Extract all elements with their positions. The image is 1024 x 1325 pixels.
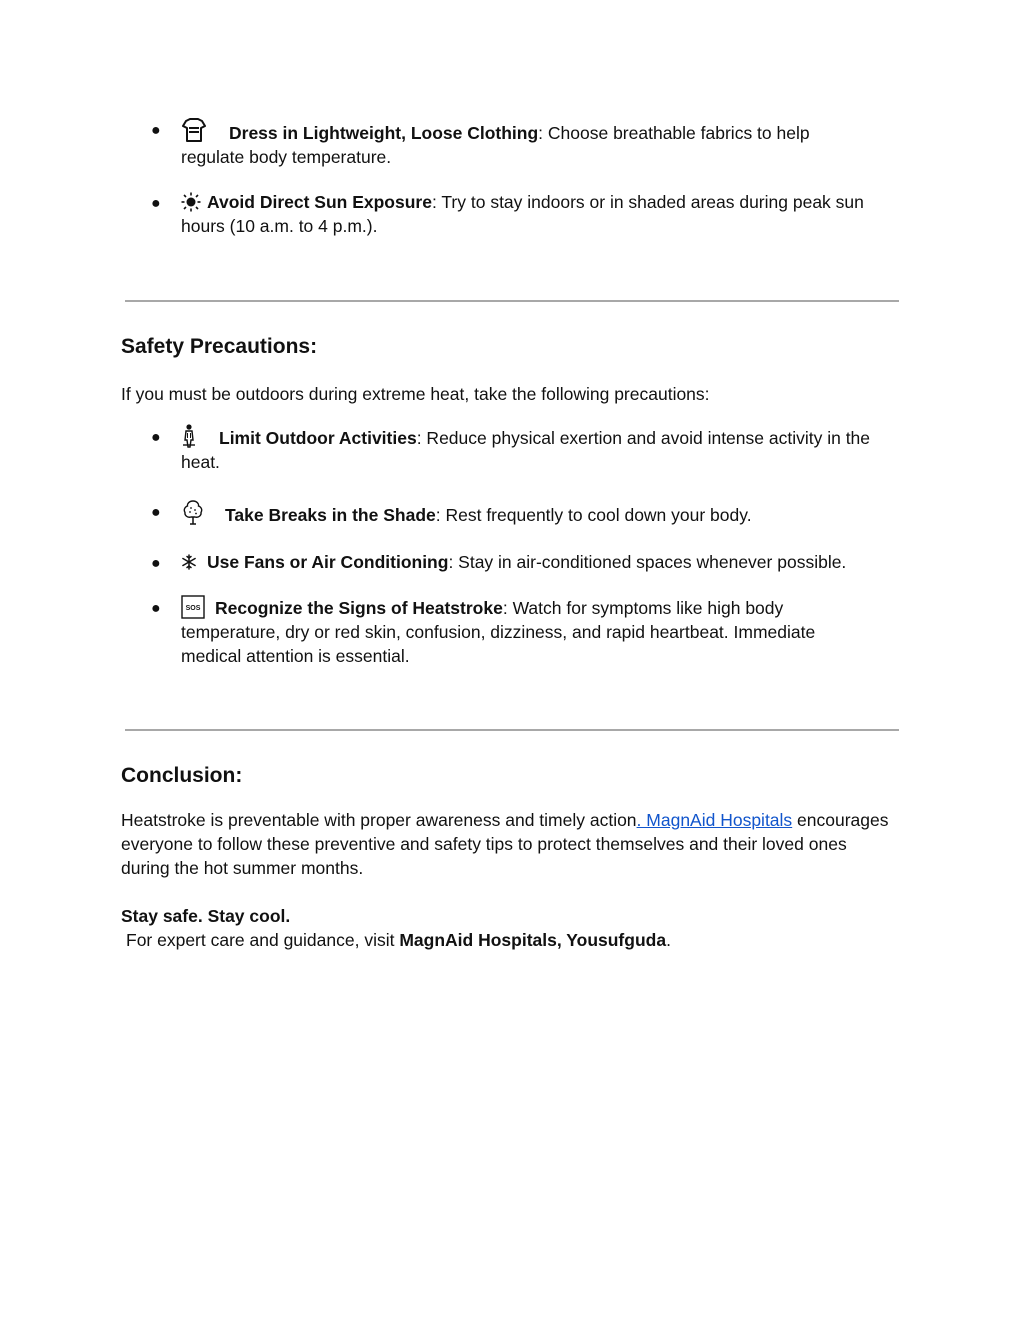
section-divider [125,300,899,302]
list-item [181,424,896,474]
item-title: Limit Outdoor Activities [219,428,417,448]
item-title: Dress in Lightweight, Loose Clothing [229,123,539,143]
hospital-name: MagnAid Hospitals, Yousufguda [399,930,667,950]
bullet: ● [151,122,161,139]
bullet: ● [151,555,161,572]
item-text: : Watch for symptoms like high body temperature, dry or red skin, confusion, dizziness, and rapid heartbeat. Immediate medical attention is essential. [181,598,816,666]
bullet: ● [151,429,161,446]
item-text: : Rest frequently to cool down your body. [435,505,752,525]
tree-icon [181,499,205,525]
bullet: ● [151,504,161,521]
list-item [181,190,901,238]
person-walking-icon [181,424,197,448]
section-heading-conclusion: Conclusion: [121,764,243,787]
conclusion-text: encourages everyone to follow these preventive and safety tips to protect themselves and their loved ones during the hot summer months. [121,810,889,878]
section-heading-safety: Safety Precautions: [121,335,318,358]
list-item [181,499,896,527]
item-text: : Stay in air-conditioned spaces whenever possible. [448,552,847,572]
magnaid-hospitals-link[interactable]: . MagnAid Hospitals [636,810,793,830]
tshirt-icon [181,117,207,143]
tagline: Stay safe. Stay cool. [121,906,291,926]
list-item [181,550,896,574]
visit-prefix: For expert care and guidance, visit [126,930,400,950]
sun-icon [181,192,201,212]
item-text: : Choose breathable fabrics to help regulate body temperature. [181,123,810,167]
item-title: Avoid Direct Sun Exposure [207,192,432,212]
item-title: Recognize the Signs of Heatstroke [215,598,503,618]
item-title: Use Fans or Air Conditioning [207,552,449,572]
bullet: ● [151,195,161,212]
item-title: Take Breaks in the Shade [225,505,436,525]
sos-icon [181,595,205,619]
item-text: : Try to stay indoors or in shaded areas during peak sun hours (10 a.m. to 4 p.m.). [181,192,864,236]
bullet: ● [151,600,161,617]
visit-suffix: . [666,930,671,950]
visit-line [126,928,896,952]
svg-text:SOS: SOS [185,605,201,612]
snowflake-icon [181,554,197,570]
conclusion-paragraph [121,808,896,880]
section-divider [125,729,899,731]
conclusion-text: Heatstroke is preventable with proper awareness and timely action [121,810,637,830]
list-item [181,595,871,668]
list-item [181,117,871,169]
safety-intro: If you must be outdoors during extreme heat, take the following precautions: [121,384,710,404]
item-text: : Reduce physical exertion and avoid intense activity in the heat. [181,428,871,472]
